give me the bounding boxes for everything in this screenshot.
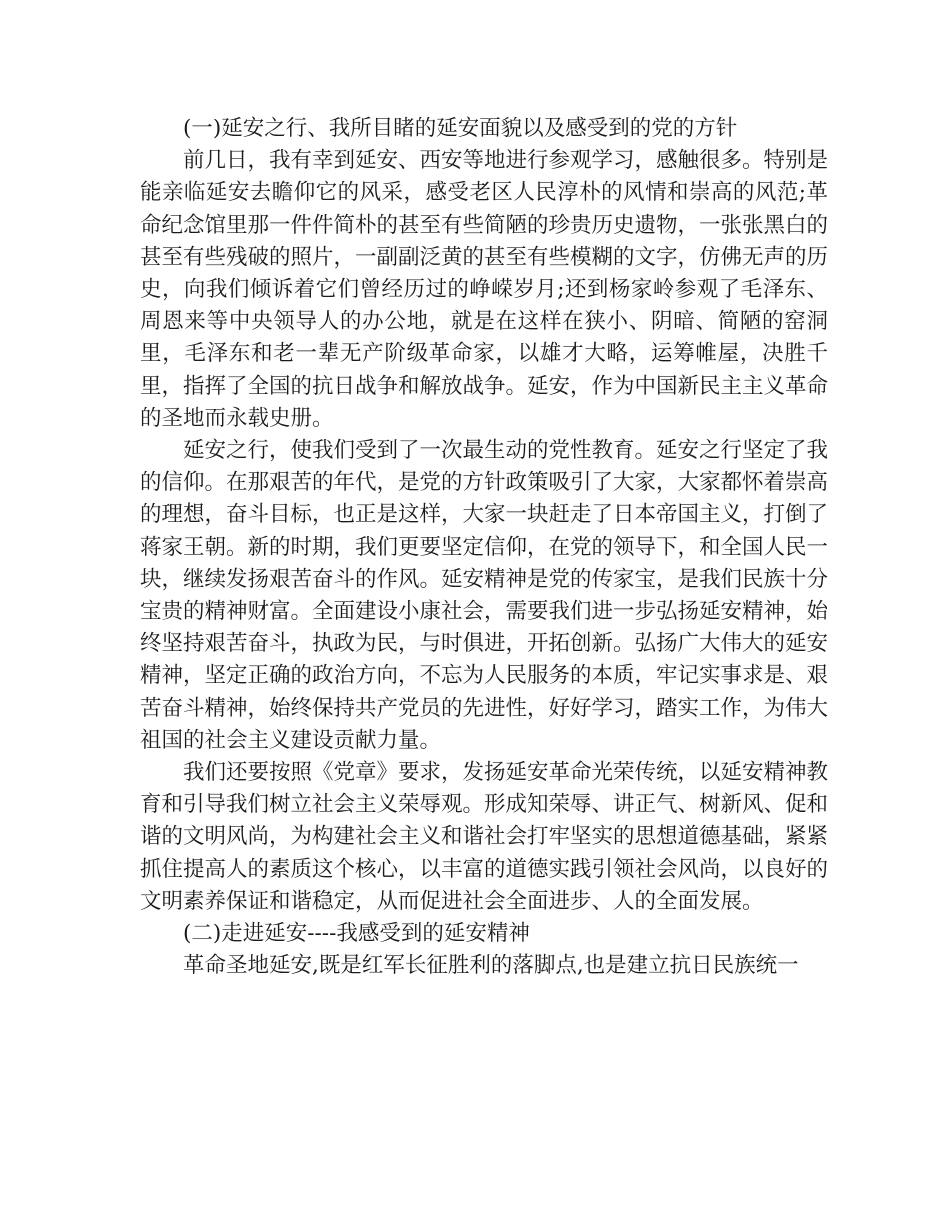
paragraph-4: 革命圣地延安,既是红军长征胜利的落脚点,也是建立抗日民族统一 [183, 953, 799, 979]
document-body [140, 113, 828, 982]
paragraph-1: 前几日，我有幸到延安、西安等地进行参观学习，感触很多。特别是能亲临延安去瞻仰它的风采，感受老区人民淳朴的风情和崇高的风范;革命纪念馆里那一件件简朴的甚至有些简陋的珍贵历史遗物，一张张黑白的甚至有些残破的照片，一副副泛黄的甚至有些模糊的文字，仿佛无声的历史，向我们倾诉着它们曾经历过的峥嵘岁月;还到杨家岭参观了毛泽东、周恩来等中央领导人的办公地，就是在这样在狭小、阴暗、简陋的窑洞里，毛泽东和老一辈无产阶级革命家，以雄才大略，运筹帷屋，决胜千里，指挥了全国的抗日战争和解放战争。延安，作为中国新民主主义革命的圣地而永载史册。 [140, 148, 829, 431]
section-heading-2: (二)走进延安----我感受到的延安精神 [183, 921, 530, 947]
paragraph-3: 我们还要按照《党章》要求，发扬延安革命光荣传统，以延安精神教育和引导我们树立社会主义荣辱观。形成知荣辱、讲正气、树新风、促和谐的文明风尚，为构建社会主义和谐社会打牢坚实的思想道德基础，紧紧抓住提高人的素质这个核心，以丰富的道德实践引领社会风尚，以良好的文明素养保证和谐稳定，从而促进社会全面进步、人的全面发展。 [140, 760, 829, 914]
paragraph-2: 延安之行，使我们受到了一次最生动的党性教育。延安之行坚定了我的信仰。在那艰苦的年代，是党的方针政策吸引了大家，大家都怀着崇高的理想，奋斗目标，也正是这样，大家一块赶走了日本帝国主义，打倒了蒋家王朝。新的时期，我们更要坚定信仰，在党的领导下，和全国人民一块，继续发扬艰苦奋斗的作风。延安精神是党的传家宝，是我们民族十分宝贵的精神财富。全面建设小康社会，需要我们进一步弘扬延安精神，始终坚持艰苦奋斗，执政为民，与时俱进，开拓创新。弘扬广大伟大的延安精神，坚定正确的政治方向，不忘为人民服务的本质，牢记实事求是、艰苦奋斗精神，始终保持共产党员的先进性，好好学习，踏实工作，为伟大祖国的社会主义建设贡献力量。 [140, 438, 829, 753]
section-heading-1: (一)延安之行、我所目睹的延安面貌以及感受到的党的方针 [183, 116, 738, 141]
